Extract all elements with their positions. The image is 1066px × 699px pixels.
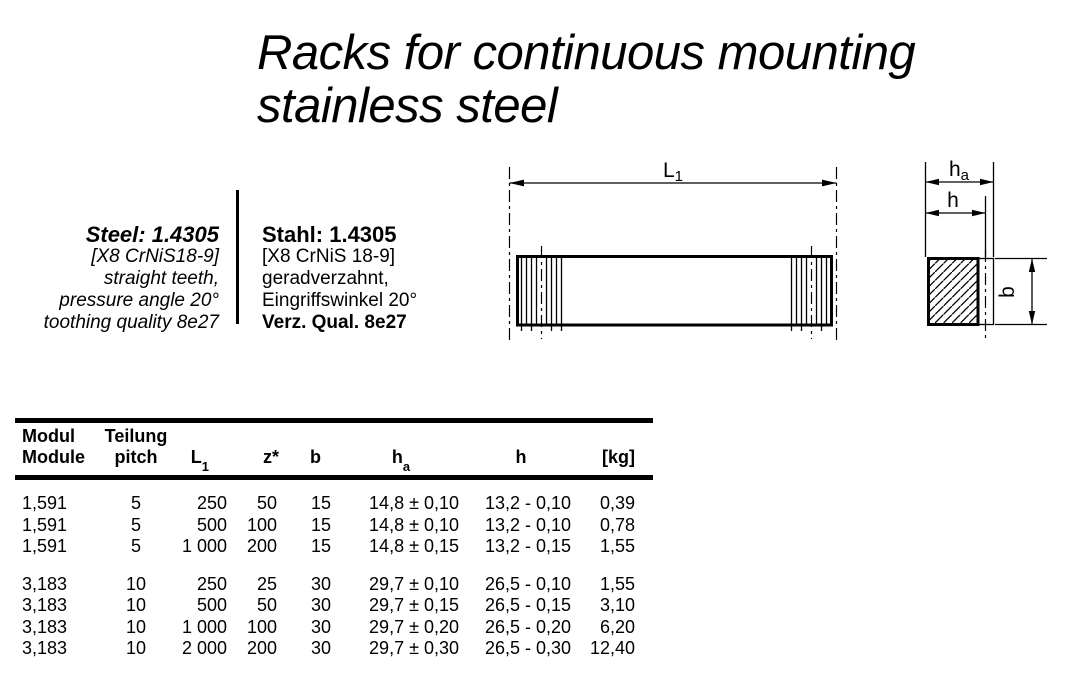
table-cell: 6,20 [599, 616, 635, 637]
table-cell: 500 [196, 595, 227, 615]
table-cell: 1,591 [22, 514, 68, 535]
b-dimension-line [1029, 259, 1035, 325]
column-header-pitch: Teilung pitch [100, 421, 172, 478]
table-cell: 5 [130, 514, 141, 535]
h-dimension-label: h [947, 189, 959, 212]
material-heading-german: Stahl: 1.4305 [262, 222, 397, 247]
column-header-kg: [kg] [577, 421, 653, 478]
table-cell: 15 [310, 493, 331, 513]
table-cell: 3,183 [22, 616, 68, 637]
table-cell: 13,2 - 0,15 [484, 536, 571, 556]
rack-body [518, 257, 832, 326]
info-line: geradverzahnt, [262, 268, 389, 289]
rack-cross-section-drawing [900, 150, 1066, 362]
page-title-line2: stainless steel [257, 79, 558, 133]
table-cell: 14,8 ± 0,15 [369, 536, 459, 556]
material-info-english [0, 223, 219, 334]
table-cell: 3,183 [22, 595, 68, 615]
table-cell: 100 [246, 616, 277, 637]
table-row [15, 574, 653, 596]
column-header-b: b [283, 421, 337, 478]
section-hatched-body [929, 259, 979, 325]
page-title-line1: Racks for continuous mounting [257, 26, 916, 80]
info-line: Eingriffswinkel 20° [262, 290, 418, 311]
table-cell: 0,39 [599, 493, 635, 513]
table-cell: 26,5 - 0,10 [484, 573, 571, 594]
table-cell: 500 [196, 514, 227, 535]
table-row [15, 595, 653, 617]
table-cell: 15 [310, 536, 331, 556]
table-cell: 26,5 - 0,30 [484, 638, 571, 658]
table-cell: 10 [125, 638, 147, 658]
ha-dimension-label: ha [948, 158, 970, 184]
info-line: [X8 CrNiS 18-9] [262, 246, 396, 267]
rack-side-view-drawing [495, 150, 870, 350]
table-cell: 14,8 ± 0,10 [369, 493, 459, 513]
info-line: pressure angle 20° [59, 290, 219, 311]
table-cell: 10 [125, 595, 147, 615]
table-cell: 100 [246, 514, 277, 535]
table-cell: 26,5 - 0,20 [484, 616, 571, 637]
table-cell: 250 [196, 493, 227, 513]
table-cell: 0,78 [599, 514, 635, 535]
table-cell: 5 [130, 493, 141, 513]
table-body [15, 478, 653, 660]
table-cell: 50 [256, 595, 277, 615]
table-cell: 12,40 [589, 638, 635, 658]
table-cell: 30 [310, 573, 331, 594]
info-line: Verz. Qual. 8e27 [262, 312, 407, 333]
column-header-module: Modul Module [15, 421, 100, 478]
table-cell: 1 000 [181, 536, 227, 556]
table-cell: 1,591 [22, 493, 68, 513]
table-cell: 3,10 [599, 595, 635, 615]
column-header-l1: $L_1$ [172, 421, 233, 478]
table-cell: 1,55 [599, 573, 635, 594]
table-cell: 30 [310, 616, 331, 637]
table-cell: 2 000 [181, 638, 227, 658]
table-cell: 29,7 ± 0,15 [369, 595, 459, 615]
column-header-h: h [465, 421, 577, 478]
info-line: [X8 CrNiS18-9] [91, 246, 219, 267]
table-cell: 200 [246, 536, 277, 556]
table-row [15, 536, 653, 558]
material-heading-english: Steel: 1.4305 [85, 222, 219, 247]
column-header-ha: $h_a$ [337, 421, 465, 478]
table-row [15, 515, 653, 537]
table-cell: 3,183 [22, 638, 68, 658]
table-cell: 1,591 [22, 536, 68, 556]
table-cell: 29,7 ± 0,20 [369, 616, 459, 637]
table-cell: 10 [125, 573, 147, 594]
table-cell: 13,2 - 0,10 [484, 514, 571, 535]
info-line: straight teeth, [103, 268, 219, 289]
table-cell: 14,8 ± 0,10 [369, 514, 459, 535]
table-cell: 250 [196, 573, 227, 594]
table-cell: 200 [246, 638, 277, 658]
table-cell: 3,183 [22, 573, 68, 594]
table-cell: 5 [130, 536, 141, 556]
table-row [15, 617, 653, 639]
table-cell: 29,7 ± 0,30 [369, 638, 459, 658]
l1-dimension-label: L1 [662, 159, 684, 185]
table-cell: 1,55 [599, 536, 635, 556]
table-cell: 25 [256, 573, 277, 594]
table-cell: 10 [125, 616, 147, 637]
table-group-spacer [15, 558, 653, 574]
dimensions-table [15, 418, 653, 660]
table-cell: 30 [310, 638, 331, 658]
table-cell: 26,5 - 0,15 [484, 595, 571, 615]
vertical-divider [236, 190, 239, 324]
column-header-z: z* [233, 421, 283, 478]
info-line: toothing quality 8e27 [43, 312, 219, 333]
b-dimension-label: b [996, 286, 1019, 298]
table-cell: 50 [256, 493, 277, 513]
table-cell: 30 [310, 595, 331, 615]
table-cell: 15 [310, 514, 331, 535]
material-info-german [262, 223, 472, 334]
table-row [15, 638, 653, 660]
table-row [15, 478, 653, 515]
table-cell: 13,2 - 0,10 [484, 493, 571, 513]
page-title [257, 27, 915, 133]
table-cell: 1 000 [181, 616, 227, 637]
table-cell: 29,7 ± 0,10 [369, 573, 459, 594]
table-header-row [15, 421, 653, 478]
